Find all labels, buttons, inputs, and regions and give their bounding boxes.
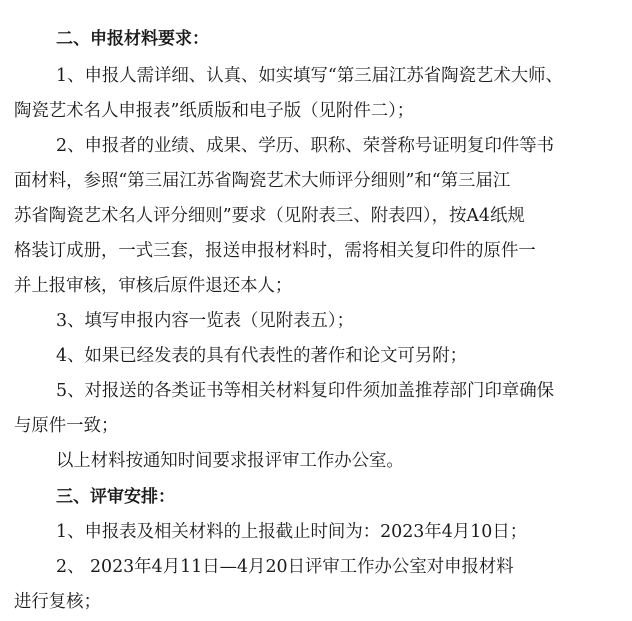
section-2-closing: 以上材料按通知时间要求报评审工作办公室。 <box>56 451 404 471</box>
section-3-item-2-line-2: 进行复核； <box>14 592 101 612</box>
section-3-item-2-line-1: 2、 2023年4月11日—4月20日评审工作办公室对申报材料 <box>56 557 514 577</box>
section-2-item-5-line-1: 5、对报送的各类证书等相关材料复印件须加盖推荐部门印章确保 <box>56 381 555 401</box>
section-2-item-2-line-1: 2、申报者的业绩、成果、学历、职称、荣誉称号证明复印件等书 <box>56 136 555 156</box>
section-2-item-3: 3、填写申报内容一览表（见附表五）； <box>56 311 355 331</box>
section-2-item-2-line-4: 格装订成册，一式三套，报送申报材料时，需将相关复印件的原件一 <box>14 241 536 261</box>
section-3-heading: 三、评审安排： <box>56 487 175 507</box>
section-3-item-1: 1、申报表及相关材料的上报截止时间为：2023年4月10日； <box>56 522 528 542</box>
section-2-item-2-line-2: 面材料，参照“第三届江苏省陶瓷艺术大师评分细则”和“第三届江 <box>14 171 511 191</box>
section-2-item-1-line-1: 1、申报人需详细、认真、如实填写“第三届江苏省陶瓷艺术大师、 <box>56 66 563 86</box>
section-2-item-4: 4、如果已经发表的具有代表性的著作和论文可另附； <box>56 346 468 366</box>
section-2-item-1-line-2: 陶瓷艺术名人申报表”纸质版和电子版（见附件二）； <box>14 101 415 121</box>
section-2-item-2-line-3: 苏省陶瓷艺术名人评分细则”要求（见附表三、附表四），按A4纸规 <box>14 206 525 226</box>
section-2-item-5-line-2: 与原件一致； <box>14 416 119 436</box>
section-2-item-2-line-5: 并上报审核，审核后原件退还本人； <box>14 276 293 296</box>
section-2-heading: 二、申报材料要求： <box>56 29 209 49</box>
